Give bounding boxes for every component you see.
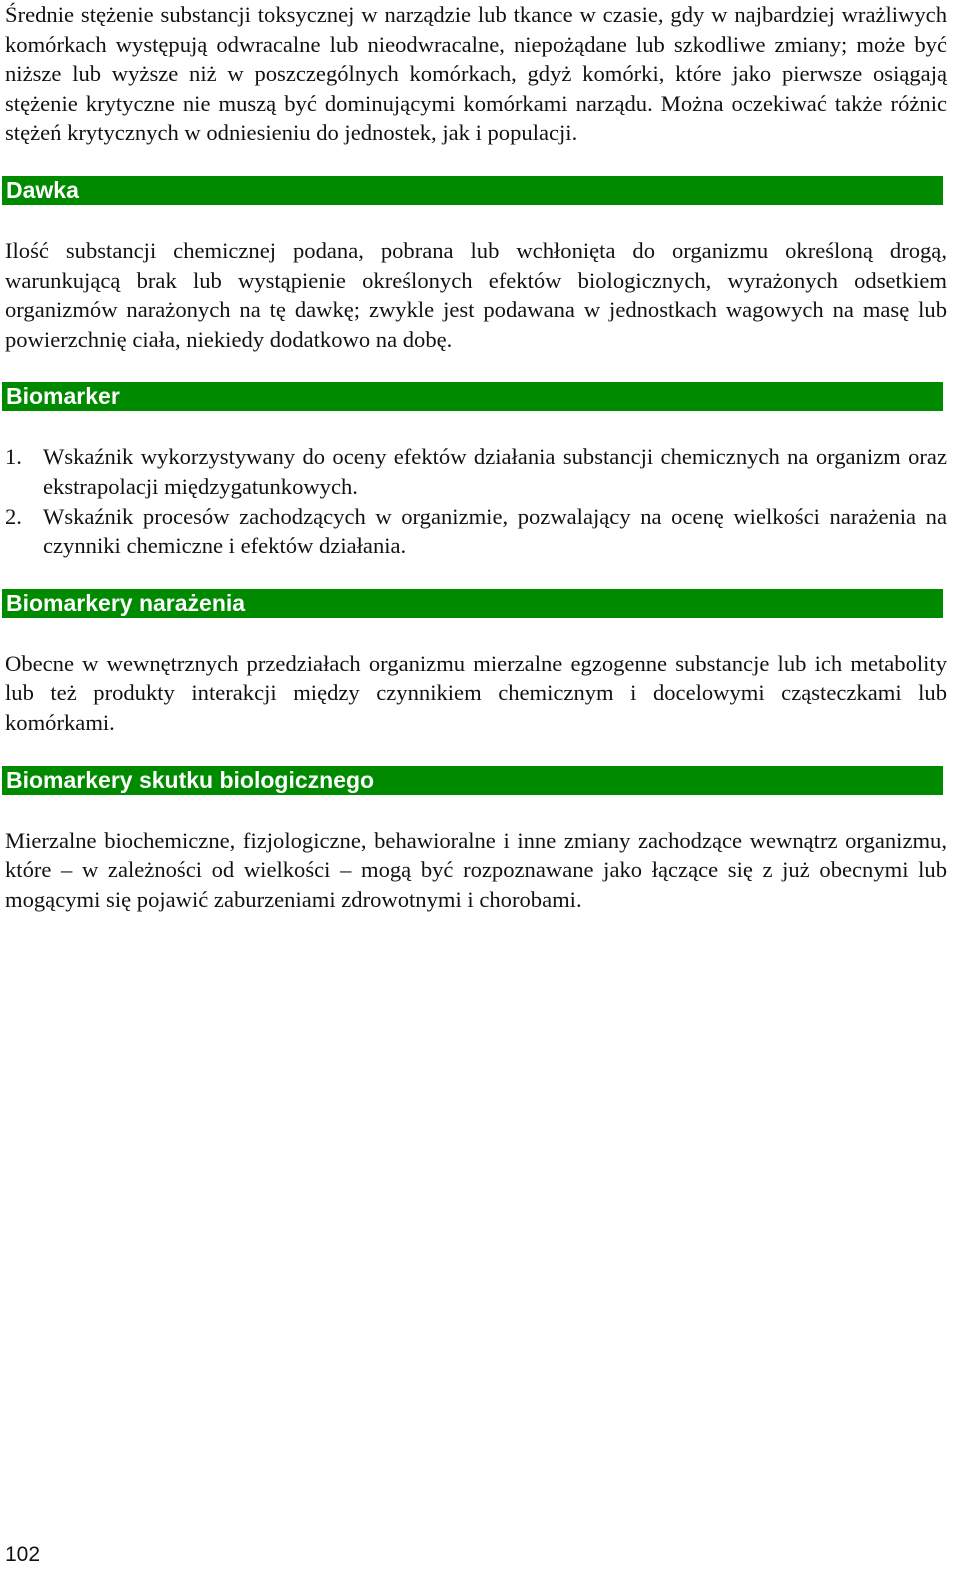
page-number: 102 [5,1543,41,1566]
biomarker-list [5,442,947,560]
section-heading-dawka: Dawka [2,176,943,205]
dawka-paragraph: Ilość substancji chemicznej podana, pobrana lub wchłonięta do organizmu określoną drogą, warunkującą brak lub wystąpienie określonych efektów biologicznych, wyrażonych odsetkiem organizmów narażonych na tę dawkę; zwykle jest podawana w jednostkach wagowych na masę lub powierzchnię ciała, niekiedy dodatkowo na dobę. [5,237,947,352]
list-item-text: Wskaźnik wykorzystywany do oceny efektów działania substancji chemicznych na organizm oraz ekstrapolacji międzygatunkowych. [43,444,947,499]
section-heading-biomarkery-narazenia: Biomarkery narażenia [2,589,943,618]
list-item-number: 2. [5,503,22,529]
list-item-number: 1. [5,444,22,470]
section-heading-biomarker: Biomarker [2,382,943,411]
intro-paragraph: Średnie stężenie substancji toksycznej w narządzie lub tkance w czasie, gdy w najbardziej wrażliwych komórkach występują odwracalne lub nieodwracalne, niepożądane lub szkodliwe zmiany; może być niższe lub wyższe niż w poszczególnych komórkach, gdyż komórki, które jako pierwsze osiągają stężenie krytyczne nie muszą być dominującymi komórkami narządu. Można oczekiwać także różnic stężeń krytycznych w odniesieniu do jednostek, jak i populacji. [5,2,947,146]
biomarkery-narazenia-paragraph: Obecne w wewnętrznych przedziałach organizmu mierzalne egzogenne substancje lub ich metabolity lub też produkty interakcji między czynnikiem chemicznym i docelowymi cząsteczkami lub komórkami. [5,650,947,735]
list-item-text: Wskaźnik procesów zachodzących w organizmie, pozwalający na ocenę wielkości narażenia na czynniki chemiczne i efektów działania. [43,503,947,559]
section-heading-biomarkery-skutku: Biomarkery skutku biologicznego [2,766,943,795]
document-page [5,0,947,914]
list-item [5,502,947,561]
biomarkery-skutku-paragraph: Mierzalne biochemiczne, fizjologiczne, behawioralne i inne zmiany zachodzące wewnątrz organizmu, które – w zależności od wielkości – mogą być rozpoznawane jako łączące się z już obecnymi lub mogącymi się pojawić zaburzeniami zdrowotnymi i chorobami. [5,827,947,912]
list-item [5,442,947,501]
